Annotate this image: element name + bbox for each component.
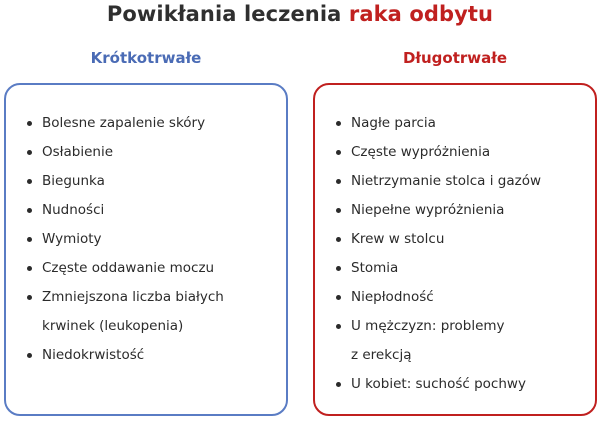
list-item-text: z erekcją: [351, 347, 412, 363]
list-item-text: Stomia: [351, 260, 399, 276]
list-item-text: Niepełne wypróżnienia: [351, 202, 505, 218]
short-term-box: [4, 83, 288, 416]
list-item: [335, 196, 587, 225]
list-item: [26, 109, 278, 138]
list-item-text: Biegunka: [42, 173, 105, 189]
list-item: [335, 370, 587, 399]
list-item: [26, 138, 278, 167]
page-title: [0, 2, 600, 26]
list-item: [26, 341, 278, 370]
list-item: [26, 196, 278, 225]
list-item-text: krwinek (leukopenia): [42, 318, 184, 334]
list-item-text: Nudności: [42, 202, 105, 218]
list-item-text: Niepłodność: [351, 289, 434, 305]
list-item-text: Krew w stolcu: [351, 231, 445, 247]
list-item-text: U kobiet: suchość pochwy: [351, 376, 526, 392]
list-item: [335, 312, 587, 370]
long-term-box: [313, 83, 597, 416]
list-item: [335, 167, 587, 196]
list-item: [335, 138, 587, 167]
list-item: [335, 254, 587, 283]
list-item: [26, 167, 278, 196]
list-item: [26, 283, 278, 341]
list-item: [335, 109, 587, 138]
long-term-list: [335, 109, 587, 399]
list-item: [335, 225, 587, 254]
list-item-text: Częste wypróżnienia: [351, 144, 491, 160]
list-item: [26, 225, 278, 254]
long-term-heading: Długotrwałe: [402, 49, 508, 67]
list-item-text: Częste oddawanie moczu: [42, 260, 215, 276]
list-item: [26, 254, 278, 283]
list-item-text: Niedokrwistość: [42, 347, 145, 363]
title-accent: raka odbytu: [348, 2, 494, 26]
list-item: [335, 283, 587, 312]
list-item-text: Nagłe parcia: [351, 115, 436, 131]
short-term-heading: Krótkotrwałe: [90, 49, 202, 67]
list-item-text: Osłabienie: [42, 144, 114, 160]
list-item-text: U mężczyzn: problemy: [351, 318, 505, 334]
list-item-text: Wymioty: [42, 231, 102, 247]
list-item-text: Zmniejszona liczba białych: [42, 289, 224, 305]
short-term-list: [26, 109, 278, 370]
list-item-text: Nietrzymanie stolca i gazów: [351, 173, 541, 189]
list-item-text: Bolesne zapalenie skóry: [42, 115, 206, 131]
title-plain: Powikłania leczenia: [106, 2, 342, 26]
